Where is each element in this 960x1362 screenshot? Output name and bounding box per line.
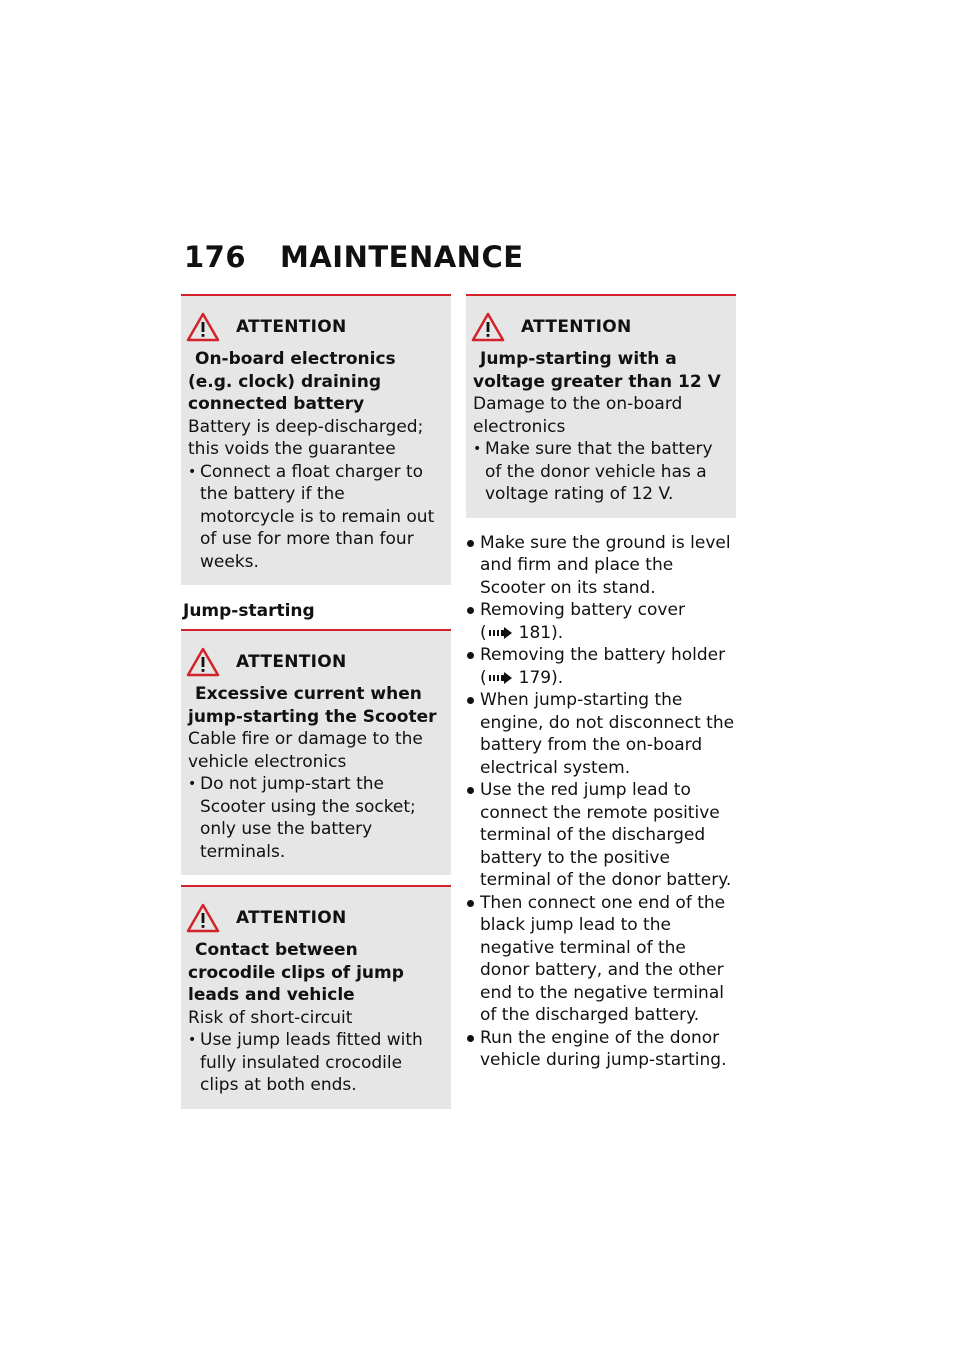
attention-description: Cable fire or damage to the vehicle electronics bbox=[188, 729, 423, 772]
attention-label: ATTENTION bbox=[236, 316, 347, 337]
attention-label: ATTENTION bbox=[236, 907, 347, 928]
step-item: Then connect one end of the black jump lead to the negative terminal of the donor battery, and the other end to the negative terminal of the discharged battery. bbox=[466, 892, 736, 1027]
spacer bbox=[181, 875, 451, 885]
attention-bullet: • Do not jump-start the Scooter using the socket; only use the battery terminals. bbox=[188, 773, 443, 863]
attention-bullet: • Use jump leads fitted with fully insulated crocodile clips at both ends. bbox=[188, 1029, 443, 1097]
step-item: Run the engine of the donor vehicle during jump-starting. bbox=[466, 1027, 736, 1072]
page-reference-arrow-icon bbox=[489, 672, 513, 684]
step-text: Removing battery cover bbox=[480, 600, 685, 620]
warning-triangle-icon bbox=[186, 903, 220, 933]
ref-open-paren: ( bbox=[480, 667, 487, 688]
step-item: Make sure the ground is level and firm and place the Scooter on its stand. bbox=[466, 532, 736, 600]
page-number: 176 bbox=[184, 240, 247, 274]
attention-bullet-list bbox=[188, 773, 443, 863]
attention-box-excessive-current bbox=[181, 629, 451, 875]
attention-bullet-list bbox=[473, 438, 728, 506]
step-item: When jump-starting the engine, do not disconnect the battery from the on-board electrical system. bbox=[466, 689, 736, 779]
warning-triangle-icon bbox=[186, 312, 220, 342]
step-item bbox=[466, 599, 736, 644]
step-item: Use the red jump lead to connect the remote positive terminal of the discharged battery to the positive terminal of the donor battery. bbox=[466, 779, 736, 892]
attention-description: Risk of short-circuit bbox=[188, 1007, 353, 1028]
page-reference-arrow-icon bbox=[489, 627, 513, 639]
attention-header bbox=[180, 310, 443, 344]
attention-title: Contact between crocodile clips of jump leads and vehicle bbox=[188, 940, 404, 1005]
attention-title: Jump-starting with a voltage greater than 12 V bbox=[473, 349, 721, 392]
attention-description: Damage to the on-board electronics bbox=[473, 394, 683, 437]
ref-page: 179). bbox=[518, 667, 564, 688]
attention-header bbox=[180, 901, 443, 935]
section-title: MAINTENANCE bbox=[280, 240, 524, 274]
warning-triangle-icon bbox=[186, 647, 220, 677]
procedure-steps bbox=[466, 532, 736, 1072]
page-reference[interactable] bbox=[480, 622, 563, 645]
ref-open-paren: ( bbox=[480, 622, 487, 643]
attention-header bbox=[180, 645, 443, 679]
attention-box-battery-drain bbox=[181, 294, 451, 585]
ref-page: 181). bbox=[518, 622, 564, 643]
attention-bullet: • Connect a float charger to the battery if the motorcycle is to remain out of use for more than four weeks. bbox=[188, 461, 443, 574]
attention-bullet: • Make sure that the battery of the donor vehicle has a voltage rating of 12 V. bbox=[473, 438, 728, 506]
attention-header bbox=[465, 310, 728, 344]
attention-box-voltage bbox=[466, 294, 736, 518]
attention-bullet-list bbox=[188, 461, 443, 574]
right-column bbox=[466, 294, 736, 1072]
attention-bullet-list bbox=[188, 1029, 443, 1097]
attention-title: Excessive current when jump-starting the Scooter bbox=[188, 684, 437, 727]
left-column bbox=[181, 294, 451, 1109]
step-item bbox=[466, 644, 736, 689]
subsection-title: Jump-starting bbox=[183, 601, 315, 621]
page-reference[interactable] bbox=[480, 667, 563, 690]
page-header bbox=[184, 240, 524, 274]
attention-label: ATTENTION bbox=[236, 651, 347, 672]
step-text: Removing the battery holder bbox=[480, 645, 726, 665]
warning-triangle-icon bbox=[471, 312, 505, 342]
attention-description: Battery is deep-discharged; this voids the guarantee bbox=[188, 416, 424, 459]
attention-label: ATTENTION bbox=[521, 316, 632, 337]
attention-box-crocodile-clips bbox=[181, 885, 451, 1109]
attention-title: On-board electronics (e.g. clock) draining connected battery bbox=[188, 349, 396, 414]
